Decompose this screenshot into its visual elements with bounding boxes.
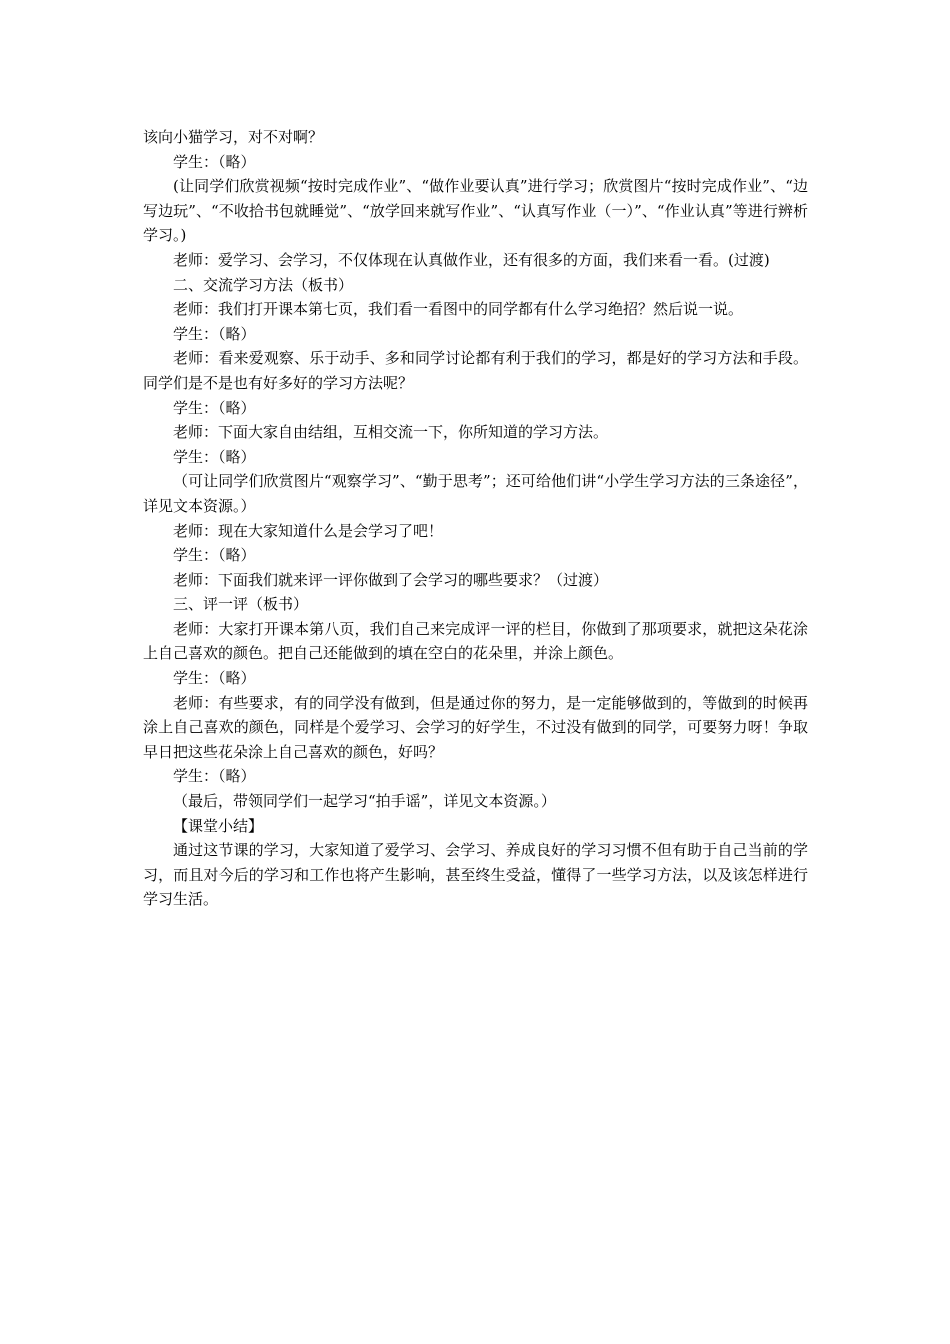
- paragraph-teacher: 老师：大家打开课本第八页，我们自己来完成评一评的栏目，你做到了那项要求，就把这朵花涂上自己喜欢的颜色。把自己还能做到的填在空白的花朵里，并涂上颜色。: [143, 619, 808, 663]
- paragraph-student-reply: 学生：（略）: [173, 767, 256, 786]
- paragraph-video-note: (让同学们欣赏视频“按时完成作业”、“做作业要认真”进行学习；欣赏图片“按时完成作业”、“边写边玩”、“不收拾书包就睡觉”、“放学回来就写作业”、“认真写作业（一）”、“作业认真”等进行辨析学习。): [143, 177, 808, 245]
- paragraph-student-reply: 学生：（略）: [173, 447, 256, 466]
- paragraph-teacher: 老师：下面我们就来评一评你做到了会学习的哪些要求？（过渡）: [173, 570, 609, 589]
- paragraph-student-reply: 学生：（略）: [173, 546, 256, 565]
- section-heading-evaluate: 三、评一评（板书）: [173, 595, 309, 614]
- paragraph-student-reply: 学生：（略）: [173, 324, 256, 343]
- paragraph-final-note: （最后，带领同学们一起学习“拍手谣”，详见文本资源。）: [173, 792, 556, 811]
- paragraph-continuation: 该向小猫学习，对不对啊？: [143, 128, 324, 146]
- paragraph-teacher: 老师：看来爱观察、乐于动手、多和同学讨论都有利于我们的学习，都是好的学习方法和手段。同学们是不是也有好多好的学习方法呢？: [143, 349, 808, 392]
- paragraph-teacher: 老师：有些要求，有的同学没有做到，但是通过你的努力，是一定能够做到的，等做到的时候再涂上自己喜欢的颜色，同样是个爱学习、会学习的好学生，不过没有做到的同学，可要努力呀！争取早日把这些花朵涂上自己喜欢的颜色，好吗？: [143, 693, 808, 761]
- paragraph-teacher: 老师：爱学习、会学习，不仅体现在认真做作业，还有很多的方面，我们来看一看。(过渡): [173, 250, 770, 269]
- paragraph-picture-note: （可让同学们欣赏图片“观察学习”、“勤于思考”；还可给他们讲“小学生学习方法的三条途径”，详见文本资源。）: [143, 472, 808, 515]
- paragraph-teacher: 老师：我们打开课本第七页，我们看一看图中的同学都有什么学习绝招？然后说一说。: [173, 300, 744, 319]
- section-heading-summary: 【课堂小结】: [173, 816, 264, 835]
- paragraph-student-reply: 学生：（略）: [173, 152, 256, 171]
- paragraph-teacher: 老师：现在大家知道什么是会学习了吧！: [173, 521, 444, 540]
- paragraph-summary: 通过这节课的学习，大家知道了爱学习、会学习、养成良好的学习习惯不但有助于自己当前的学习，而且对今后的学习和工作也将产生影响，甚至终生受益，懂得了一些学习方法，以及该怎样进行学习生活。: [143, 841, 808, 909]
- paragraph-teacher: 老师：下面大家自由结组，互相交流一下，你所知道的学习方法。: [173, 423, 609, 442]
- document-page: [143, 125, 808, 912]
- section-heading-exchange-methods: 二、交流学习方法（板书）: [173, 275, 354, 294]
- paragraph-student-reply: 学生：（略）: [173, 398, 256, 417]
- paragraph-student-reply: 学生：（略）: [173, 669, 256, 688]
